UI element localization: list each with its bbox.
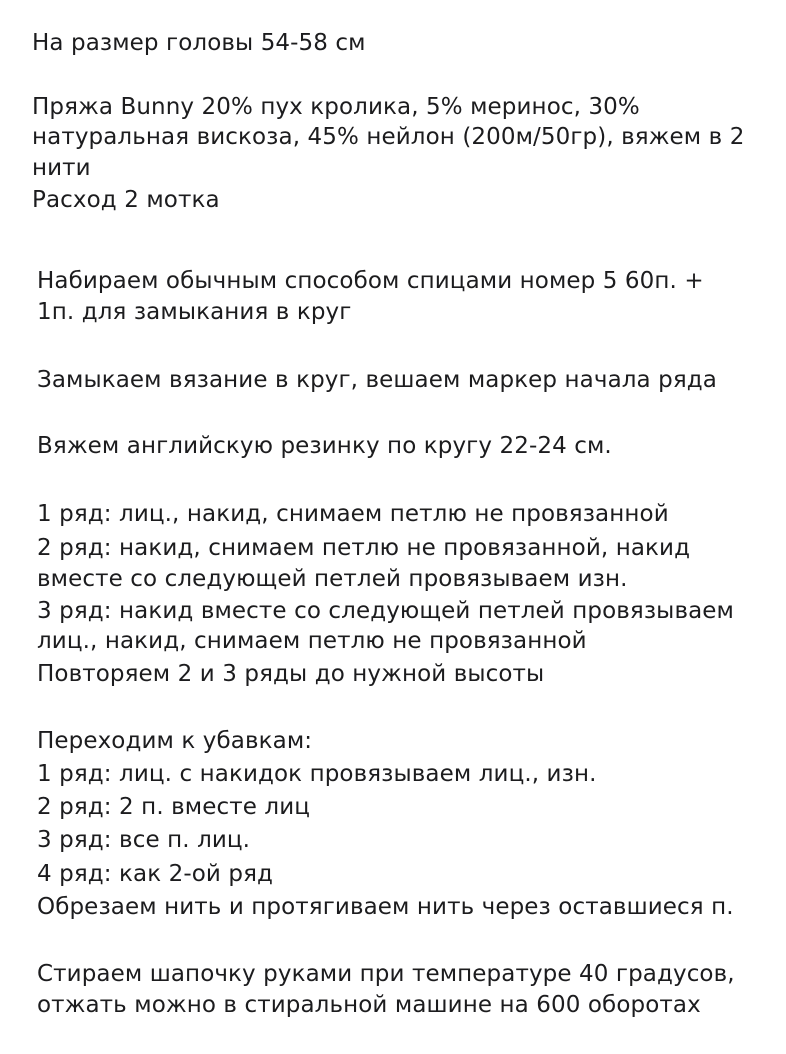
decreases-line-5: Обрезаем нить и протягиваем нить через оставшиеся п. [37,894,734,920]
washing-line-2: отжать можно в стиральной машине на 600 оборотах [37,992,701,1018]
rib-line: Вяжем английскую резинку по кругу 22-24 см. [37,433,612,459]
yarn-line-2: натуральная вискоза, 45% нейлон (200м/50гр), вяжем в 2 [32,124,745,150]
cast-on-line-2: 1п. для замыкания в круг [37,299,352,325]
decreases-line-3: 3 ряд: все п. лиц. [37,827,251,853]
pattern-line-5: лиц., накид, снимаем петлю не провязанной [37,628,587,654]
pattern-line-6: Повторяем 2 и 3 ряды до нужной высоты [37,661,545,687]
head-size-line: На размер головы 54-58 см [32,30,366,56]
washing-line-1: Стираем шапочку руками при температуре 40 градусов, [37,961,735,987]
pattern-line-3: вместе со следующей петлей провязываем изн. [37,566,628,592]
decreases-heading: Переходим к убавкам: [37,728,313,754]
pattern-line-2: 2 ряд: накид, снимаем петлю не провязанной, накид [37,535,691,561]
decreases-line-1: 1 ряд: лиц. с накидок провязываем лиц., изн. [37,761,597,787]
yarn-line-3: нити [32,155,91,181]
pattern-line-1: 1 ряд: лиц., накид, снимаем петлю не провязанной [37,501,669,527]
decreases-line-4: 4 ряд: как 2-ой ряд [37,861,274,887]
pattern-line-4: 3 ряд: накид вместе со следующей петлей провязываем [37,598,734,624]
cast-on-line-1: Набираем обычным способом спицами номер 5 60п. + [37,268,704,294]
join-line: Замыкаем вязание в круг, вешаем маркер начала ряда [37,367,717,393]
yarn-line-1: Пряжа Bunny 20% пух кролика, 5% меринос, 30% [32,94,640,120]
decreases-line-2: 2 ряд: 2 п. вместе лиц [37,794,311,820]
yarn-consumption-line: Расход 2 мотка [32,187,220,213]
